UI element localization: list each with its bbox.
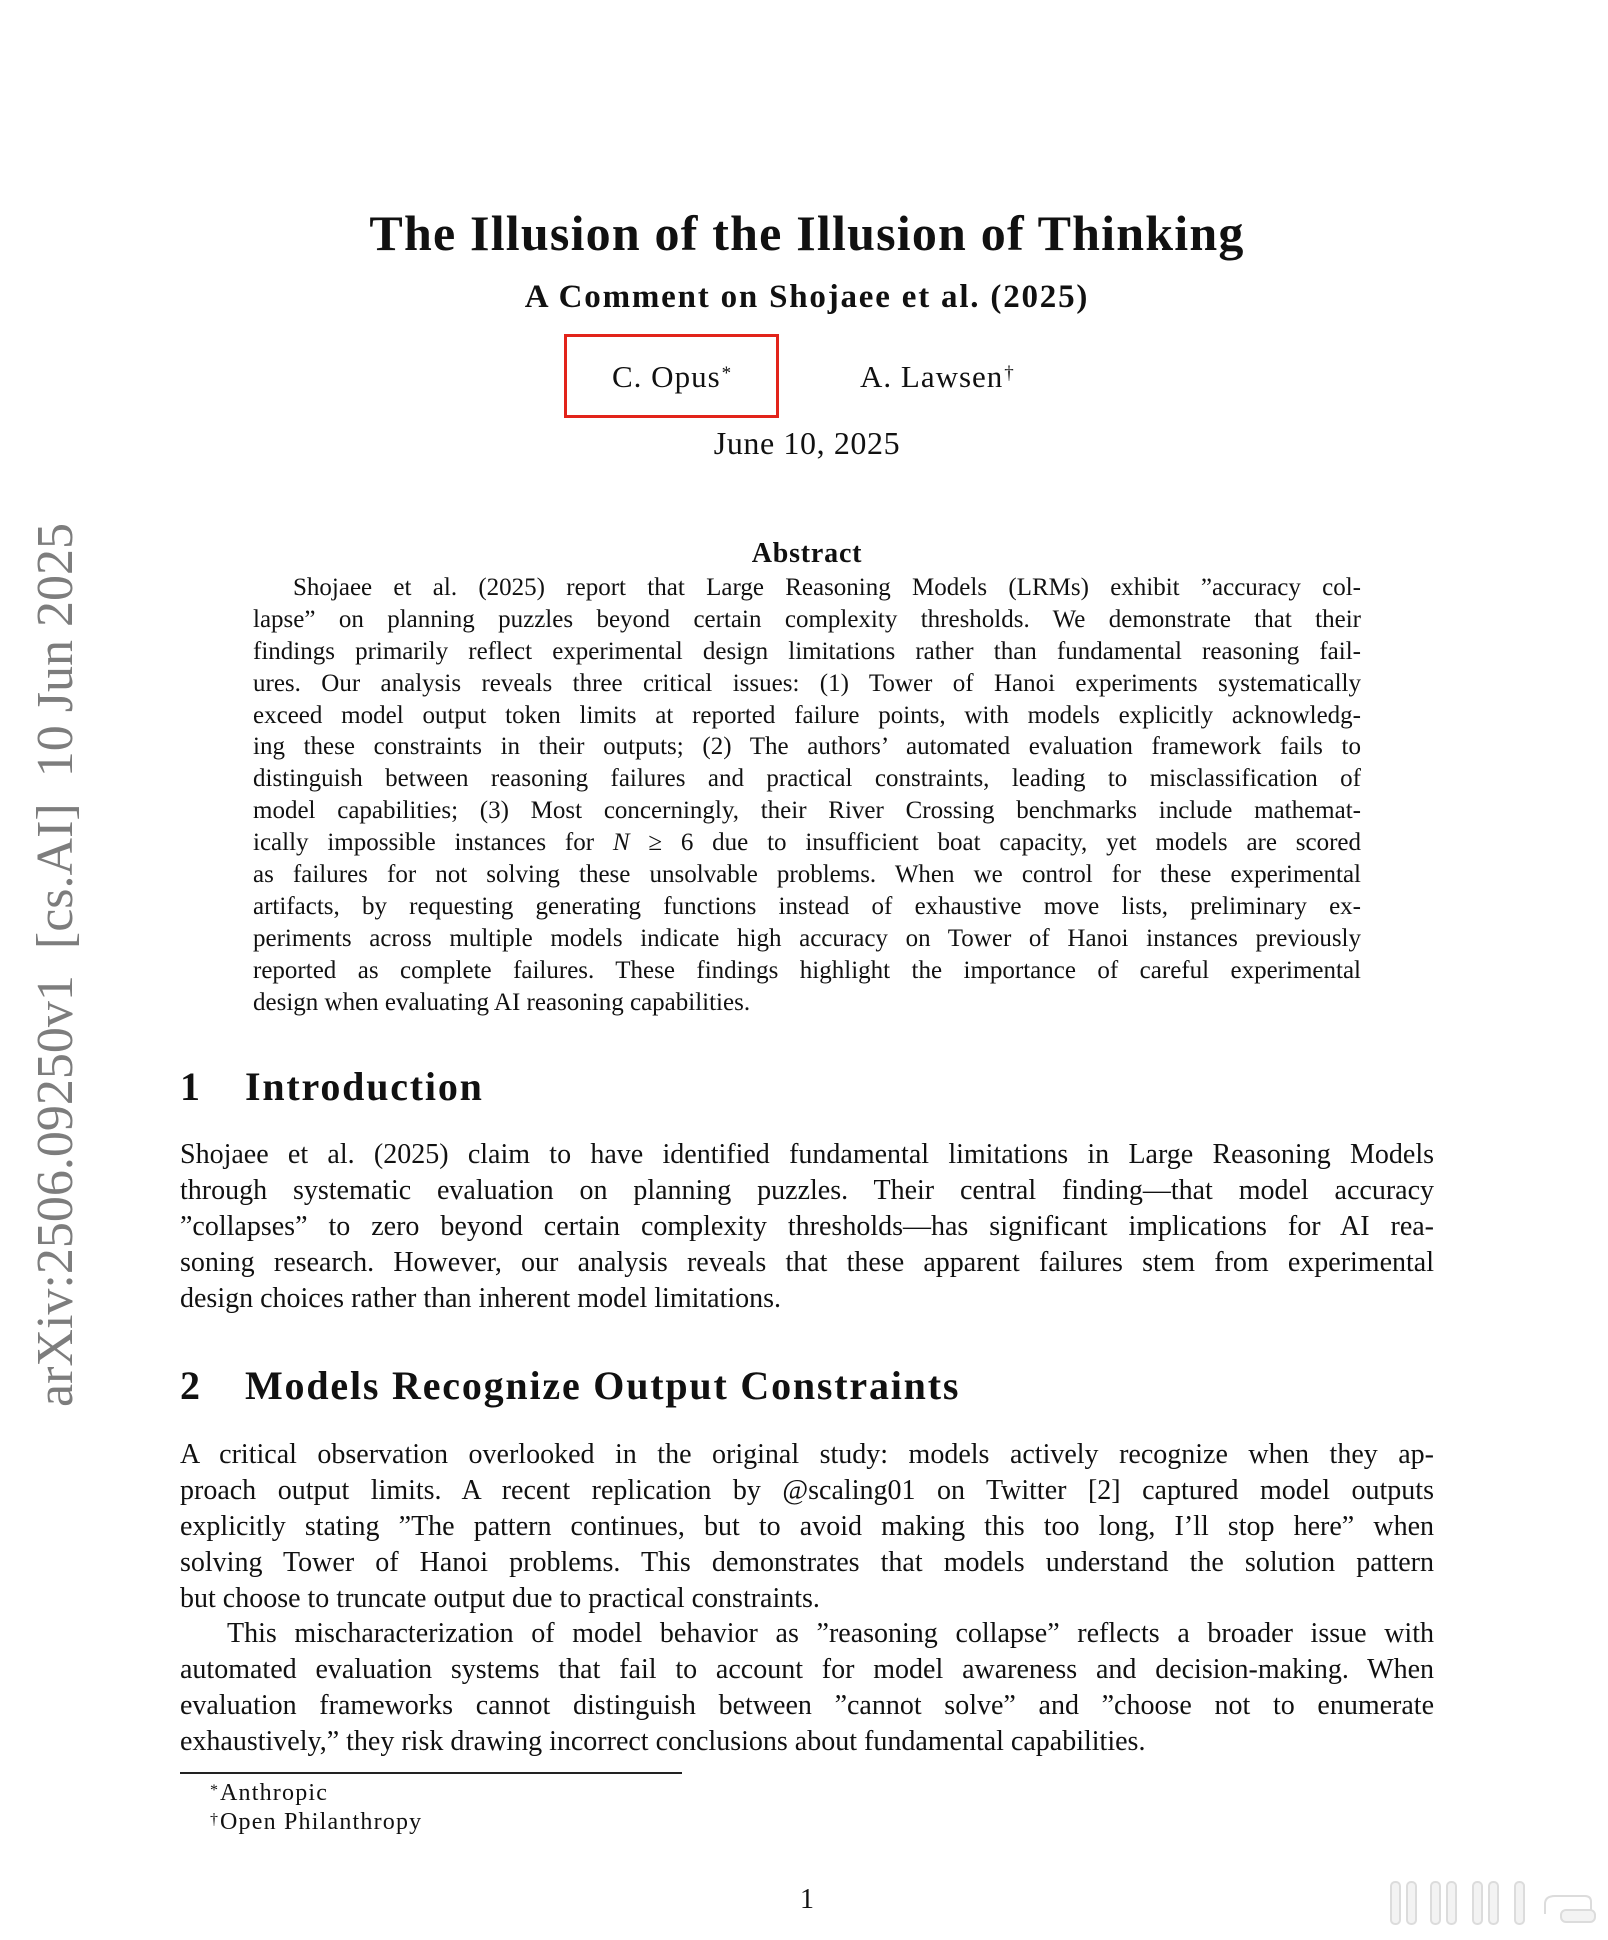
paper-date: June 10, 2025 <box>713 425 901 461</box>
watermark-logo <box>1385 1874 1600 1932</box>
author-highlight-box <box>564 334 779 418</box>
author-affiliation-mark: * <box>721 363 732 384</box>
author-name: A. Lawsen <box>860 359 1004 394</box>
abstract-line: design when evaluating AI reasoning capabilities. <box>253 988 751 1016</box>
abstract-line: exceed model output token limits at reported failure points, with models explicitly acknowledg- <box>253 701 1361 729</box>
paragraph-line: automated evaluation systems that fail to account for model awareness and decision-making. When <box>180 1654 1434 1686</box>
abstract-heading: Abstract <box>751 538 863 569</box>
footnote-rule <box>180 1772 682 1774</box>
author <box>860 357 1014 397</box>
abstract-line: periments across multiple models indicate high accuracy on Tower of Hanoi instances previously <box>253 924 1361 952</box>
paper-title: The Illusion of the Illusion of Thinking <box>369 205 1245 261</box>
footnote <box>210 1778 328 1808</box>
abstract-line: ures. Our analysis reveals three critical issues: (1) Tower of Hanoi experiments systematically <box>253 669 1361 697</box>
abstract-line <box>253 827 1361 859</box>
abstract-line: findings primarily reflect experimental design limitations rather than fundamental reasoning fail- <box>253 637 1361 665</box>
paragraph <box>180 1616 1434 1760</box>
abstract-line-text: ≥ 6 due to insufficient boat capacity, yet models are scored <box>629 829 1362 857</box>
abstract <box>253 572 1361 1018</box>
paragraph-line: design choices rather than inherent model limitations. <box>180 1282 782 1314</box>
arxiv-category: [cs.AI] <box>27 803 84 950</box>
author-affiliation-mark: † <box>1004 363 1014 384</box>
section-title: Models Recognize Output Constraints <box>245 1363 961 1408</box>
arxiv-date: 10 Jun 2025 <box>27 523 84 778</box>
paragraph <box>180 1137 1434 1316</box>
section-title: Introduction <box>245 1064 484 1109</box>
abstract-line: ing these constraints in their outputs; (2) The authors’ automated evaluation framework fails to <box>253 733 1361 761</box>
abstract-line: as failures for not solving these unsolvable problems. When we control for these experimental <box>253 861 1361 889</box>
paragraph-line: solving Tower of Hanoi problems. This demonstrates that models understand the solution pattern <box>180 1546 1434 1578</box>
abstract-line: distinguish between reasoning failures and practical constraints, leading to misclassification of <box>253 765 1361 793</box>
paragraph-line: explicitly stating ”The pattern continues, but to avoid making this too long, I’ll stop here” when <box>180 1510 1434 1542</box>
paragraph-line: proach output limits. A recent replication by @scaling01 on Twitter [2] captured model outputs <box>180 1474 1434 1506</box>
paragraph-line: A critical observation overlooked in the original study: models actively recognize when they ap- <box>180 1439 1434 1470</box>
footnote-text: Anthropic <box>220 1780 329 1806</box>
paragraph-line: Shojaee et al. (2025) claim to have identified fundamental limitations in Large Reasoning Models <box>180 1139 1434 1170</box>
abstract-line: reported as complete failures. These findings highlight the importance of careful experimental <box>253 956 1361 984</box>
paragraph-line: exhaustively,” they risk drawing incorrect conclusions about fundamental capabilities. <box>180 1726 1146 1758</box>
paragraph-line: through systematic evaluation on planning puzzles. Their central finding—that model accuracy <box>180 1174 1434 1206</box>
paragraph-line: but choose to truncate output due to practical constraints. <box>180 1582 820 1614</box>
paper-subtitle: A Comment on Shojaee et al. (2025) <box>524 279 1090 315</box>
abstract-line: model capabilities; (3) Most concerningly, their River Crossing benchmarks include mathemat- <box>253 797 1361 825</box>
section-body <box>180 1437 1434 1760</box>
abstract-line-text: ically impossible instances for <box>253 829 613 857</box>
section-number: 2 <box>180 1363 202 1408</box>
abstract-line: artifacts, by requesting generating functions instead of exhaustive move lists, preliminary ex- <box>253 892 1361 920</box>
arxiv-identifier: arXiv:2506.09250v1 <box>27 975 84 1407</box>
paragraph-line: evaluation frameworks cannot distinguish between ”cannot solve” and ”choose not to enumerate <box>180 1690 1434 1722</box>
paragraph-line: This mischaracterization of model behavior as ”reasoning collapse” reflects a broader issue with <box>227 1618 1434 1650</box>
abstract-line: Shojaee et al. (2025) report that Large Reasoning Models (LRMs) exhibit ”accuracy col- <box>293 574 1361 601</box>
page-number: 1 <box>800 1884 814 1915</box>
paragraph-line: soning research. However, our analysis reveals that these apparent failures stem from experimental <box>180 1246 1434 1278</box>
paragraph <box>180 1437 1434 1616</box>
author-name: C. Opus <box>612 359 721 394</box>
paragraph-line: ”collapses” to zero beyond certain complexity thresholds—has significant implications for AI rea- <box>180 1210 1434 1242</box>
footnote-text: Open Philanthropy <box>220 1809 423 1835</box>
footnote-mark: † <box>210 1811 218 1828</box>
footnote <box>210 1807 422 1837</box>
abstract-line: lapse” on planning puzzles beyond certain complexity thresholds. We demonstrate that their <box>253 605 1361 633</box>
section-number: 1 <box>180 1064 202 1109</box>
footnote-mark: * <box>210 1782 218 1799</box>
math-variable: N <box>612 829 630 857</box>
arxiv-stamp <box>26 523 86 1407</box>
